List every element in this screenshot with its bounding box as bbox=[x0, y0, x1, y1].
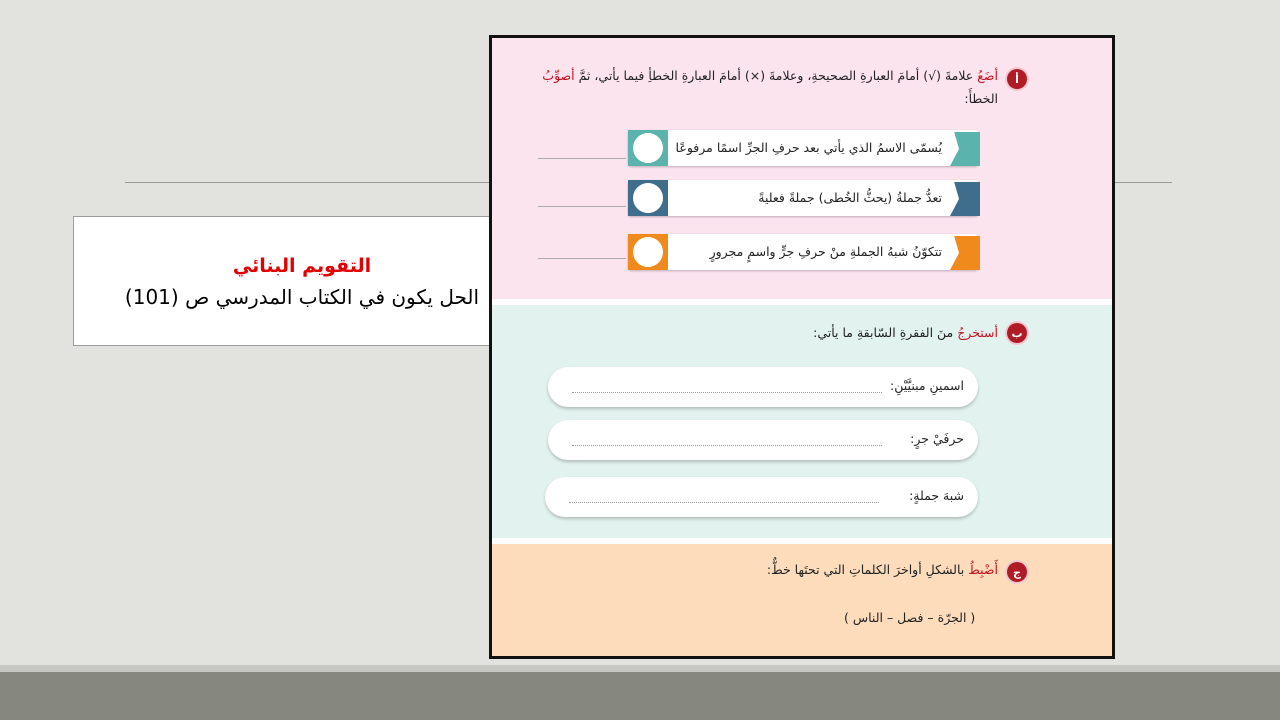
section-a-verb1: أضَعُ bbox=[977, 68, 998, 83]
section-b-instruction-text: منَ الفقرةِ السّابقةِ ما يأتي: bbox=[813, 325, 954, 340]
section-a-badge: أ bbox=[1007, 69, 1027, 89]
section-b-badge: ب bbox=[1007, 323, 1027, 343]
statement-3-text: تتكوّنُ شبهُ الجملةِ منْ حرفِ جرٍّ واسمٍ مجرورٍ bbox=[709, 244, 942, 259]
section-c-words: ( الجرّة – فصل – الناس ) bbox=[844, 610, 976, 625]
answer-circle[interactable] bbox=[633, 133, 663, 163]
statement-1-answer-box[interactable] bbox=[628, 130, 668, 166]
answer-field-3[interactable] bbox=[545, 477, 978, 517]
answer-line bbox=[538, 158, 626, 159]
section-a-verb2: أصوِّبُ bbox=[542, 68, 575, 83]
section-c-instruction-text: بالشكلِ أواخرَ الكلماتِ التي تحتَها خطٌّ: bbox=[766, 562, 965, 577]
section-c-badge: ج bbox=[1007, 562, 1027, 582]
section-b-instruction bbox=[592, 321, 998, 344]
answer-line bbox=[538, 206, 626, 207]
answer-field-3-label: شبهَ جملةٍ: bbox=[909, 488, 964, 503]
callout-title: التقويم البنائي bbox=[232, 255, 372, 277]
callout-box bbox=[73, 216, 531, 346]
statement-3-tab bbox=[950, 236, 980, 270]
answer-field-1-dots bbox=[572, 392, 882, 393]
bottom-bar bbox=[0, 672, 1280, 720]
answer-field-2-dots bbox=[572, 445, 882, 446]
statement-1-text: يُسمّى الاسمُ الذي يأتي بعد حرفِ الجرِّ اسمًا مرفوعًا bbox=[675, 140, 942, 155]
section-c-instruction bbox=[592, 558, 998, 581]
section-c bbox=[492, 544, 1112, 656]
statement-2-tab bbox=[950, 182, 980, 216]
bottom-strip bbox=[0, 665, 1280, 672]
answer-line bbox=[538, 258, 626, 259]
answer-field-3-dots bbox=[569, 502, 879, 503]
section-b-verb: أستخرجُ bbox=[957, 325, 998, 340]
callout-text: الحل يكون في الكتاب المدرسي ص (101) bbox=[124, 285, 480, 309]
answer-field-1-label: اسمينِ مبنيَّيْنِ: bbox=[890, 378, 964, 393]
statement-1 bbox=[628, 130, 978, 166]
section-a bbox=[492, 38, 1112, 299]
answer-circle[interactable] bbox=[633, 183, 663, 213]
statement-2-answer-box[interactable] bbox=[628, 180, 668, 216]
statement-3 bbox=[628, 234, 978, 270]
statement-2 bbox=[628, 180, 978, 216]
section-a-instruction-part: علامةَ (√) أمامَ العبارةِ الصحيحةِ، وعلامةَ (×) أمامَ العبارةِ الخطأِ فيما يأتي، ثمَّ bbox=[578, 68, 974, 83]
statement-2-text: تعدُّ جملةُ (يحثُّ الخُطى) جملةً فعليةً bbox=[758, 190, 942, 205]
section-a-instruction bbox=[532, 64, 998, 110]
section-a-instruction-end: الخطأَ: bbox=[964, 91, 998, 106]
textbook-page-image bbox=[489, 35, 1115, 659]
answer-field-2-label: حرفَيْ جرٍ: bbox=[910, 431, 964, 446]
section-c-verb: أَضْبِطُ bbox=[968, 562, 998, 577]
statement-3-answer-box[interactable] bbox=[628, 234, 668, 270]
statement-1-tab bbox=[950, 132, 980, 166]
answer-circle[interactable] bbox=[633, 237, 663, 267]
answer-field-1[interactable] bbox=[548, 367, 978, 407]
answer-field-2[interactable] bbox=[548, 420, 978, 460]
section-b bbox=[492, 305, 1112, 538]
